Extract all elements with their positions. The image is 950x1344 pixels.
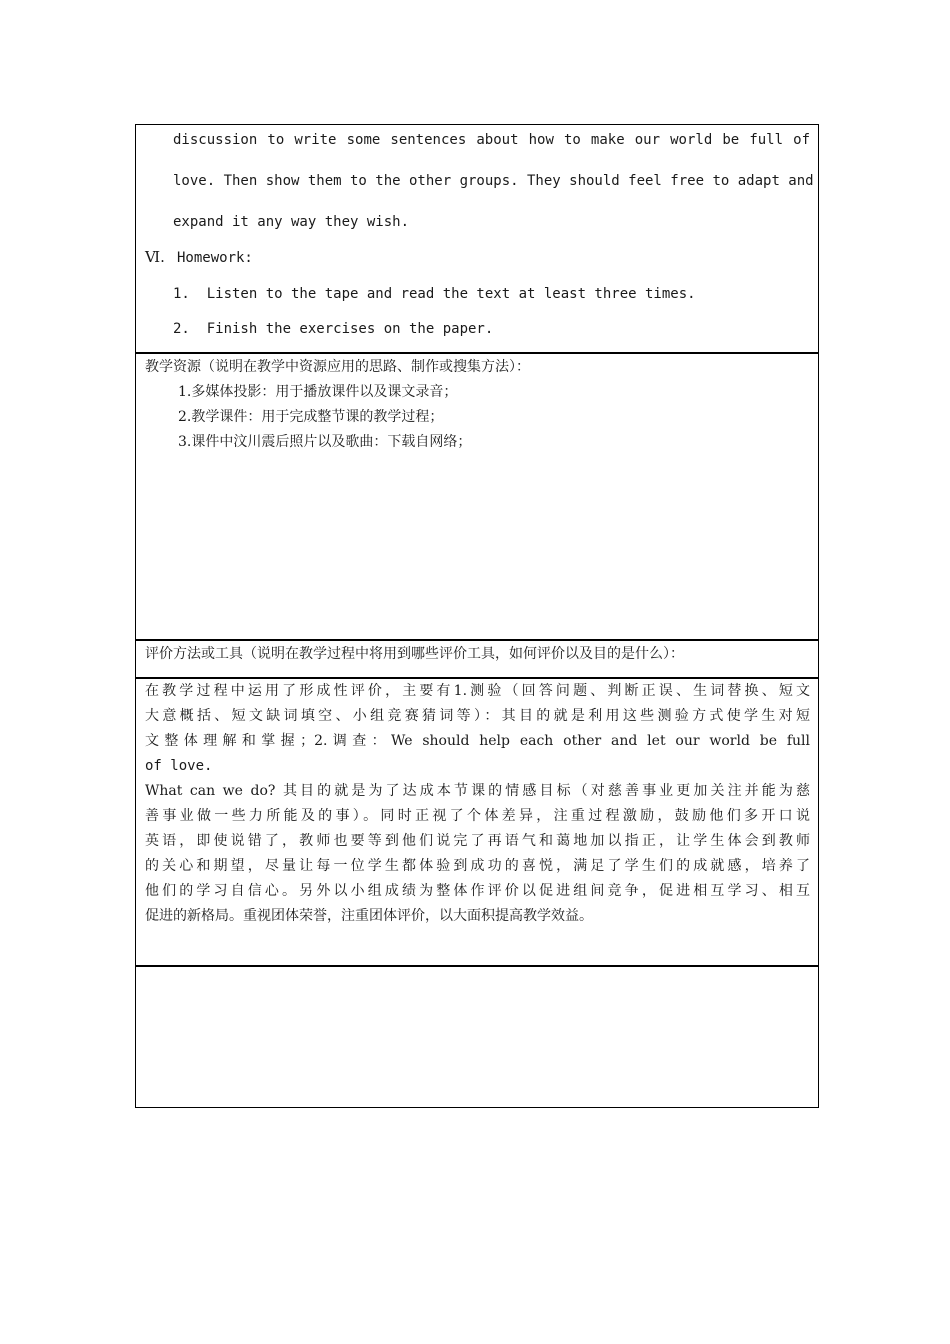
procedure-line: expand it any way they wish.: [173, 214, 410, 230]
evaluation-heading: 评价方法或工具（说明在教学过程中将用到哪些评价工具，如何评价以及目的是什么）：: [145, 646, 684, 662]
evaluation-line: of love.: [145, 758, 213, 774]
homework-title: Homework:: [177, 250, 253, 266]
evaluation-line: What can we do? 其目的就是为了达成本节课的情感目标（对慈善事业更加关注并能为慈: [145, 783, 810, 799]
evaluation-line: 文整体理解和掌握；2.调查：We should help each other and let our world be full: [145, 733, 810, 749]
evaluation-heading-cell: [135, 639, 819, 679]
evaluation-line: 善事业做一些力所能及的事）。同时正视了个体差异，注重过程激励，鼓励他们多开口说: [145, 808, 810, 824]
evaluation-line: 促进的新格局。重视团体荣誉，注重团体评价，以大面积提高教学效益。: [145, 908, 593, 924]
resource-item: 3.课件中汶川震后照片以及歌曲：下载自网络；: [178, 434, 472, 450]
evaluation-line: 他们的学习自信心。另外以小组成绩为整体作评价以促进组间竞争，促进相互学习、相互: [145, 883, 810, 899]
resource-item: 2.教学课件：用于完成整节课的教学过程；: [178, 409, 444, 425]
evaluation-body-cell: [135, 677, 819, 967]
procedure-line: love. Then show them to the other groups. They should feel free to adapt and: [173, 173, 814, 189]
evaluation-line: 英语，即使说错了，教师也要等到他们说完了再语气和蔼地加以指正，让学生体会到教师: [145, 833, 810, 849]
resources-cell: [135, 352, 819, 641]
procedure-line: discussion to write some sentences about how to make our world be full of: [173, 132, 810, 148]
evaluation-line: 在教学过程中运用了形成性评价，主要有1.测验（回答问题、判断正误、生词替换、短文: [145, 683, 810, 699]
empty-cell: [135, 965, 819, 1108]
resources-heading: 教学资源（说明在教学中资源应用的思路、制作或搜集方法）：: [145, 359, 530, 375]
resource-item: 1.多媒体投影：用于播放课件以及课文录音；: [178, 384, 458, 400]
homework-item: 2. Finish the exercises on the paper.: [173, 321, 494, 337]
procedure-cell: [135, 124, 819, 354]
evaluation-line: 大意概括、短文缺词填空、小组竞赛猜词等）：其目的就是利用这些测验方式使学生对短: [145, 708, 810, 724]
homework-numeral: Ⅵ.: [145, 248, 165, 266]
homework-item: 1. Listen to the tape and read the text at least three times.: [173, 286, 696, 302]
evaluation-line: 的关心和期望，尽量让每一位学生都体验到成功的喜悦，满足了学生们的成就感，培养了: [145, 858, 810, 874]
